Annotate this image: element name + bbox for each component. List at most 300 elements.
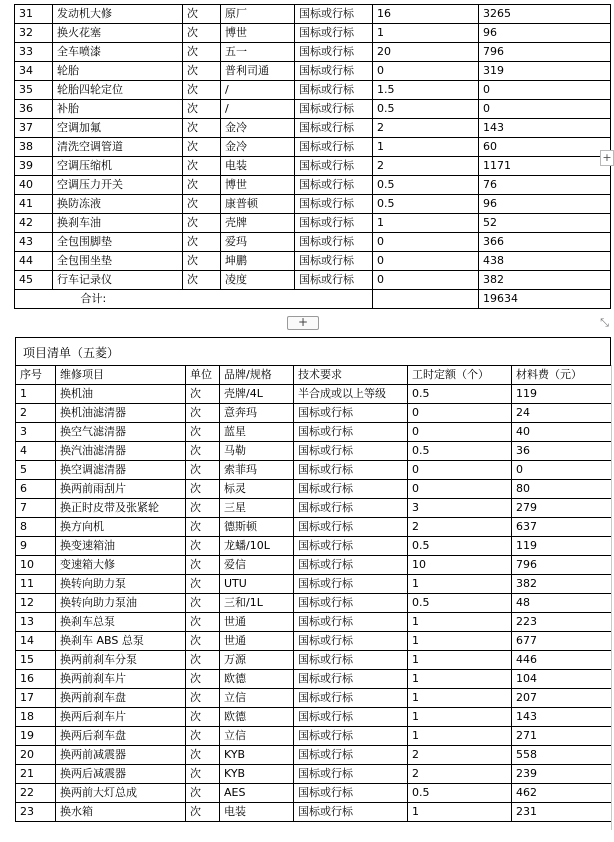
cell-requirement: 国标或行标 (295, 24, 373, 43)
cell-item: 全车喷漆 (53, 43, 183, 62)
cell-index: 2 (16, 404, 56, 423)
table-row (16, 708, 612, 727)
cell-index: 17 (16, 689, 56, 708)
cell-hours: 0 (408, 404, 512, 423)
cell-material-cost: 382 (479, 271, 611, 290)
cell-requirement: 国标或行标 (295, 176, 373, 195)
cell-material-cost: 119 (512, 385, 612, 404)
cell-index: 34 (15, 62, 53, 81)
cell-unit: 次 (183, 157, 221, 176)
cell-material-cost: 96 (479, 24, 611, 43)
cell-hours: 1 (408, 708, 512, 727)
cell-material-cost: 0 (479, 100, 611, 119)
cell-material-cost: 104 (512, 670, 612, 689)
cell-brand: UTU (220, 575, 294, 594)
table-row (16, 404, 612, 423)
cell-unit: 次 (186, 632, 220, 651)
cell-item: 换刹车油 (53, 214, 183, 233)
cell-requirement: 国标或行标 (295, 43, 373, 62)
cell-index: 16 (16, 670, 56, 689)
cell-hours: 1 (408, 727, 512, 746)
column-header: 序号 (16, 366, 56, 385)
cell-unit: 次 (186, 594, 220, 613)
column-header: 单位 (186, 366, 220, 385)
cell-requirement: 国标或行标 (295, 157, 373, 176)
cell-unit: 次 (186, 613, 220, 632)
cell-index: 32 (15, 24, 53, 43)
cell-brand: 爱信 (220, 556, 294, 575)
cell-item: 换两前刹车片 (56, 670, 186, 689)
column-header: 维修项目 (56, 366, 186, 385)
cell-requirement: 国标或行标 (294, 575, 408, 594)
cell-brand: 金冷 (221, 138, 295, 157)
cell-unit: 次 (183, 5, 221, 24)
cell-item: 空调加氟 (53, 119, 183, 138)
cell-material-cost: 36 (512, 442, 612, 461)
cell-brand: 电装 (221, 157, 295, 176)
cell-material-cost: 223 (512, 613, 612, 632)
cell-requirement: 半合成或以上等级 (294, 385, 408, 404)
cell-index: 19 (16, 727, 56, 746)
cell-hours: 0 (373, 271, 479, 290)
cell-unit: 次 (183, 233, 221, 252)
column-header: 品牌/规格 (220, 366, 294, 385)
table-row (15, 43, 611, 62)
cell-requirement: 国标或行标 (295, 119, 373, 138)
cell-hours: 1 (373, 214, 479, 233)
cell-hours: 1 (408, 575, 512, 594)
cell-brand: 金冷 (221, 119, 295, 138)
cell-index: 4 (16, 442, 56, 461)
cell-brand: 博世 (221, 176, 295, 195)
cell-hours: 1 (373, 138, 479, 157)
table-row (16, 480, 612, 499)
cell-item: 全包围脚垫 (53, 233, 183, 252)
cell-requirement: 国标或行标 (294, 461, 408, 480)
cell-index: 8 (16, 518, 56, 537)
cell-hours: 16 (373, 5, 479, 24)
cell-brand: 五一 (221, 43, 295, 62)
cell-brand: KYB (220, 746, 294, 765)
add-column-button[interactable]: + (600, 150, 614, 166)
cell-item: 换变速箱油 (56, 537, 186, 556)
cell-index: 1 (16, 385, 56, 404)
cell-requirement: 国标或行标 (294, 651, 408, 670)
table-row (16, 461, 612, 480)
cell-hours: 2 (408, 746, 512, 765)
cell-unit: 次 (186, 651, 220, 670)
cell-index: 40 (15, 176, 53, 195)
table-row (16, 651, 612, 670)
cell-brand: 壳牌 (221, 214, 295, 233)
cell-hours: 0 (373, 62, 479, 81)
cell-index: 36 (15, 100, 53, 119)
cell-material-cost: 558 (512, 746, 612, 765)
cell-material-cost: 80 (512, 480, 612, 499)
cell-item: 换刹车 ABS 总泵 (56, 632, 186, 651)
cell-material-cost: 48 (512, 594, 612, 613)
table-row (16, 765, 612, 784)
cell-brand: 普利司通 (221, 62, 295, 81)
cell-hours: 0.5 (408, 442, 512, 461)
cell-hours: 0 (373, 252, 479, 271)
cell-unit: 次 (186, 803, 220, 822)
cell-item: 换机油 (56, 385, 186, 404)
cell-hours: 10 (408, 556, 512, 575)
cell-requirement: 国标或行标 (294, 404, 408, 423)
cell-item: 换转向助力泵 (56, 575, 186, 594)
cell-hours: 0 (408, 480, 512, 499)
cell-item: 换两前雨刮片 (56, 480, 186, 499)
cell-material-cost: 3265 (479, 5, 611, 24)
cell-brand: 博世 (221, 24, 295, 43)
cell-unit: 次 (183, 62, 221, 81)
cell-hours: 0.5 (373, 176, 479, 195)
cell-unit: 次 (183, 24, 221, 43)
cell-index: 22 (16, 784, 56, 803)
cell-index: 7 (16, 499, 56, 518)
cell-brand: / (221, 81, 295, 100)
total-row (15, 290, 611, 309)
cell-unit: 次 (186, 765, 220, 784)
table-row (15, 233, 611, 252)
cell-unit: 次 (183, 176, 221, 195)
cell-requirement: 国标或行标 (295, 100, 373, 119)
cell-item: 换正时皮带及张紧轮 (56, 499, 186, 518)
cell-material-cost: 60 (479, 138, 611, 157)
cell-hours: 1 (408, 670, 512, 689)
cell-unit: 次 (186, 423, 220, 442)
cell-unit: 次 (186, 746, 220, 765)
cell-index: 21 (16, 765, 56, 784)
cell-item: 换防冻液 (53, 195, 183, 214)
cell-index: 20 (16, 746, 56, 765)
cell-requirement: 国标或行标 (294, 518, 408, 537)
table-row (15, 157, 611, 176)
table-row (15, 195, 611, 214)
total-value: 19634 (479, 290, 611, 309)
cell-brand: 三和/1L (220, 594, 294, 613)
cell-brand: 爱玛 (221, 233, 295, 252)
cell-unit: 次 (183, 271, 221, 290)
cell-requirement: 国标或行标 (294, 480, 408, 499)
cell-brand: 世通 (220, 613, 294, 632)
cell-unit: 次 (186, 727, 220, 746)
table-row (16, 689, 612, 708)
cell-unit: 次 (186, 480, 220, 499)
cell-material-cost: 231 (512, 803, 612, 822)
cell-hours: 0.5 (373, 195, 479, 214)
cell-index: 9 (16, 537, 56, 556)
cell-brand: 欧德 (220, 708, 294, 727)
cell-hours: 1 (408, 613, 512, 632)
cell-index: 41 (15, 195, 53, 214)
cell-requirement: 国标或行标 (294, 442, 408, 461)
cell-index: 13 (16, 613, 56, 632)
table-row (15, 119, 611, 138)
cell-requirement: 国标或行标 (294, 784, 408, 803)
cell-index: 6 (16, 480, 56, 499)
cell-item: 换两前大灯总成 (56, 784, 186, 803)
column-header: 工时定额（个） (408, 366, 512, 385)
cell-brand: 康普顿 (221, 195, 295, 214)
table-row (15, 138, 611, 157)
cell-requirement: 国标或行标 (294, 765, 408, 784)
cell-requirement: 国标或行标 (294, 556, 408, 575)
cell-hours: 2 (373, 119, 479, 138)
table-row (16, 518, 612, 537)
cell-hours: 0.5 (408, 385, 512, 404)
cell-brand: 标灵 (220, 480, 294, 499)
cell-index: 37 (15, 119, 53, 138)
cell-requirement: 国标或行标 (294, 746, 408, 765)
cell-index: 43 (15, 233, 53, 252)
cell-index: 44 (15, 252, 53, 271)
cell-index: 11 (16, 575, 56, 594)
cell-material-cost: 96 (479, 195, 611, 214)
cell-hours: 2 (408, 765, 512, 784)
cell-material-cost: 0 (479, 81, 611, 100)
cell-brand: 壳牌/4L (220, 385, 294, 404)
cell-index: 5 (16, 461, 56, 480)
table-row (15, 5, 611, 24)
cell-hours: 1 (408, 632, 512, 651)
table-row (16, 784, 612, 803)
cell-item: 换刹车总泵 (56, 613, 186, 632)
cell-requirement: 国标或行标 (294, 803, 408, 822)
table-row (15, 100, 611, 119)
cell-requirement: 国标或行标 (295, 252, 373, 271)
cell-item: 换机油滤清器 (56, 404, 186, 423)
table-row (16, 499, 612, 518)
cell-material-cost: 143 (479, 119, 611, 138)
cell-item: 全包围坐垫 (53, 252, 183, 271)
cell-requirement: 国标或行标 (295, 195, 373, 214)
cell-brand: 马勒 (220, 442, 294, 461)
add-row-button[interactable]: + (287, 316, 319, 330)
cell-index: 12 (16, 594, 56, 613)
cell-index: 35 (15, 81, 53, 100)
cell-requirement: 国标或行标 (294, 499, 408, 518)
cell-index: 23 (16, 803, 56, 822)
cell-material-cost: 239 (512, 765, 612, 784)
cell-hours: 20 (373, 43, 479, 62)
cell-requirement: 国标或行标 (295, 138, 373, 157)
column-header: 材料费（元） (512, 366, 612, 385)
maintenance-table-continued (14, 4, 611, 309)
cell-index: 31 (15, 5, 53, 24)
cell-hours: 2 (373, 157, 479, 176)
cell-brand: 立信 (220, 689, 294, 708)
cell-item: 空调压力开关 (53, 176, 183, 195)
cell-hours: 0 (373, 233, 479, 252)
table-row (15, 252, 611, 271)
table-row (15, 62, 611, 81)
cell-brand: 意奔玛 (220, 404, 294, 423)
cell-hours: 1.5 (373, 81, 479, 100)
cell-unit: 次 (186, 461, 220, 480)
cell-brand: 世通 (220, 632, 294, 651)
cell-unit: 次 (186, 556, 220, 575)
page-edge (611, 365, 612, 830)
cell-hours: 1 (408, 651, 512, 670)
column-header: 技术要求 (294, 366, 408, 385)
cell-requirement: 国标或行标 (294, 689, 408, 708)
cell-requirement: 国标或行标 (295, 233, 373, 252)
cell-material-cost: 119 (512, 537, 612, 556)
cell-brand: 电装 (220, 803, 294, 822)
cell-requirement: 国标或行标 (294, 670, 408, 689)
table-row (16, 385, 612, 404)
cell-index: 14 (16, 632, 56, 651)
cell-requirement: 国标或行标 (294, 632, 408, 651)
table-row (16, 575, 612, 594)
cell-material-cost: 24 (512, 404, 612, 423)
table-row (16, 803, 612, 822)
cell-empty (15, 290, 53, 309)
table-row (16, 727, 612, 746)
cell-unit: 次 (186, 537, 220, 556)
cell-hours: 1 (408, 803, 512, 822)
cell-item: 补胎 (53, 100, 183, 119)
total-label: 合计: (53, 290, 373, 309)
table-row (15, 214, 611, 233)
cell-requirement: 国标或行标 (294, 613, 408, 632)
cell-brand: 索菲玛 (220, 461, 294, 480)
cell-brand: 欧德 (220, 670, 294, 689)
cell-item: 空调压缩机 (53, 157, 183, 176)
cell-hours: 0.5 (408, 594, 512, 613)
cell-index: 3 (16, 423, 56, 442)
cell-material-cost: 637 (512, 518, 612, 537)
cell-item: 换两前减震器 (56, 746, 186, 765)
cell-unit: 次 (183, 43, 221, 62)
table-row (16, 537, 612, 556)
cell-material-cost: 438 (479, 252, 611, 271)
cell-hours: 1 (373, 24, 479, 43)
cell-unit: 次 (183, 195, 221, 214)
cell-material-cost: 796 (479, 43, 611, 62)
cell-brand: 三星 (220, 499, 294, 518)
cell-brand: 龙蟠/10L (220, 537, 294, 556)
table-row (16, 423, 612, 442)
cell-requirement: 国标或行标 (294, 594, 408, 613)
cell-material-cost: 677 (512, 632, 612, 651)
table-row (15, 176, 611, 195)
cell-brand: KYB (220, 765, 294, 784)
table-row (16, 556, 612, 575)
cell-unit: 次 (186, 442, 220, 461)
cell-material-cost: 366 (479, 233, 611, 252)
cell-unit: 次 (186, 518, 220, 537)
cell-brand: 万源 (220, 651, 294, 670)
cell-requirement: 国标或行标 (294, 727, 408, 746)
cell-material-cost: 279 (512, 499, 612, 518)
cell-requirement: 国标或行标 (295, 271, 373, 290)
cell-unit: 次 (183, 81, 221, 100)
cell-index: 15 (16, 651, 56, 670)
cell-item: 换水箱 (56, 803, 186, 822)
cell-item: 换空气滤清器 (56, 423, 186, 442)
cell-brand: 原厂 (221, 5, 295, 24)
cell-material-cost: 0 (512, 461, 612, 480)
cell-material-cost: 796 (512, 556, 612, 575)
table-row (16, 670, 612, 689)
table-row (16, 594, 612, 613)
cell-hours: 1 (408, 689, 512, 708)
table-row (16, 746, 612, 765)
cell-unit: 次 (186, 670, 220, 689)
cell-unit: 次 (186, 708, 220, 727)
cell-item: 换两后刹车片 (56, 708, 186, 727)
cell-material-cost: 52 (479, 214, 611, 233)
table-row (15, 81, 611, 100)
cell-unit: 次 (183, 100, 221, 119)
cell-requirement: 国标或行标 (295, 5, 373, 24)
cell-requirement: 国标或行标 (295, 81, 373, 100)
cell-unit: 次 (186, 784, 220, 803)
table-caption: 项目清单（五菱） (23, 346, 120, 360)
cell-brand: / (221, 100, 295, 119)
cell-material-cost: 446 (512, 651, 612, 670)
cell-hours: 0.5 (408, 784, 512, 803)
cell-material-cost: 143 (512, 708, 612, 727)
cell-unit: 次 (183, 214, 221, 233)
cell-hours: 2 (408, 518, 512, 537)
cell-item: 变速箱大修 (56, 556, 186, 575)
cell-hours: 0.5 (373, 100, 479, 119)
cell-index: 33 (15, 43, 53, 62)
cell-unit: 次 (183, 138, 221, 157)
table-row (15, 24, 611, 43)
table-row (15, 271, 611, 290)
cell-material-cost: 319 (479, 62, 611, 81)
cell-material-cost: 271 (512, 727, 612, 746)
cell-hours: 0 (408, 461, 512, 480)
cell-requirement: 国标或行标 (295, 214, 373, 233)
cell-unit: 次 (186, 575, 220, 594)
cell-material-cost: 462 (512, 784, 612, 803)
cell-item: 换火花塞 (53, 24, 183, 43)
cell-unit: 次 (183, 252, 221, 271)
cell-item: 换方向机 (56, 518, 186, 537)
cell-brand: 立信 (220, 727, 294, 746)
cell-item: 换空调滤清器 (56, 461, 186, 480)
table-caption-box (15, 337, 611, 365)
cell-item: 发动机大修 (53, 5, 183, 24)
cell-requirement: 国标或行标 (294, 708, 408, 727)
cell-item: 轮胎 (53, 62, 183, 81)
table-row (16, 613, 612, 632)
cell-item: 行车记录仪 (53, 271, 183, 290)
cell-brand: 凌度 (221, 271, 295, 290)
cell-index: 38 (15, 138, 53, 157)
cell-material-cost: 1171 (479, 157, 611, 176)
cell-requirement: 国标或行标 (294, 537, 408, 556)
cell-unit: 次 (186, 385, 220, 404)
table-row (16, 632, 612, 651)
table-resize-icon[interactable]: ⤡ (600, 316, 609, 329)
cell-unit: 次 (183, 119, 221, 138)
cell-item: 清洗空调管道 (53, 138, 183, 157)
cell-index: 42 (15, 214, 53, 233)
cell-brand: AES (220, 784, 294, 803)
cell-unit: 次 (186, 499, 220, 518)
cell-item: 换转向助力泵油 (56, 594, 186, 613)
cell-index: 39 (15, 157, 53, 176)
cell-material-cost: 40 (512, 423, 612, 442)
cell-requirement: 国标或行标 (294, 423, 408, 442)
